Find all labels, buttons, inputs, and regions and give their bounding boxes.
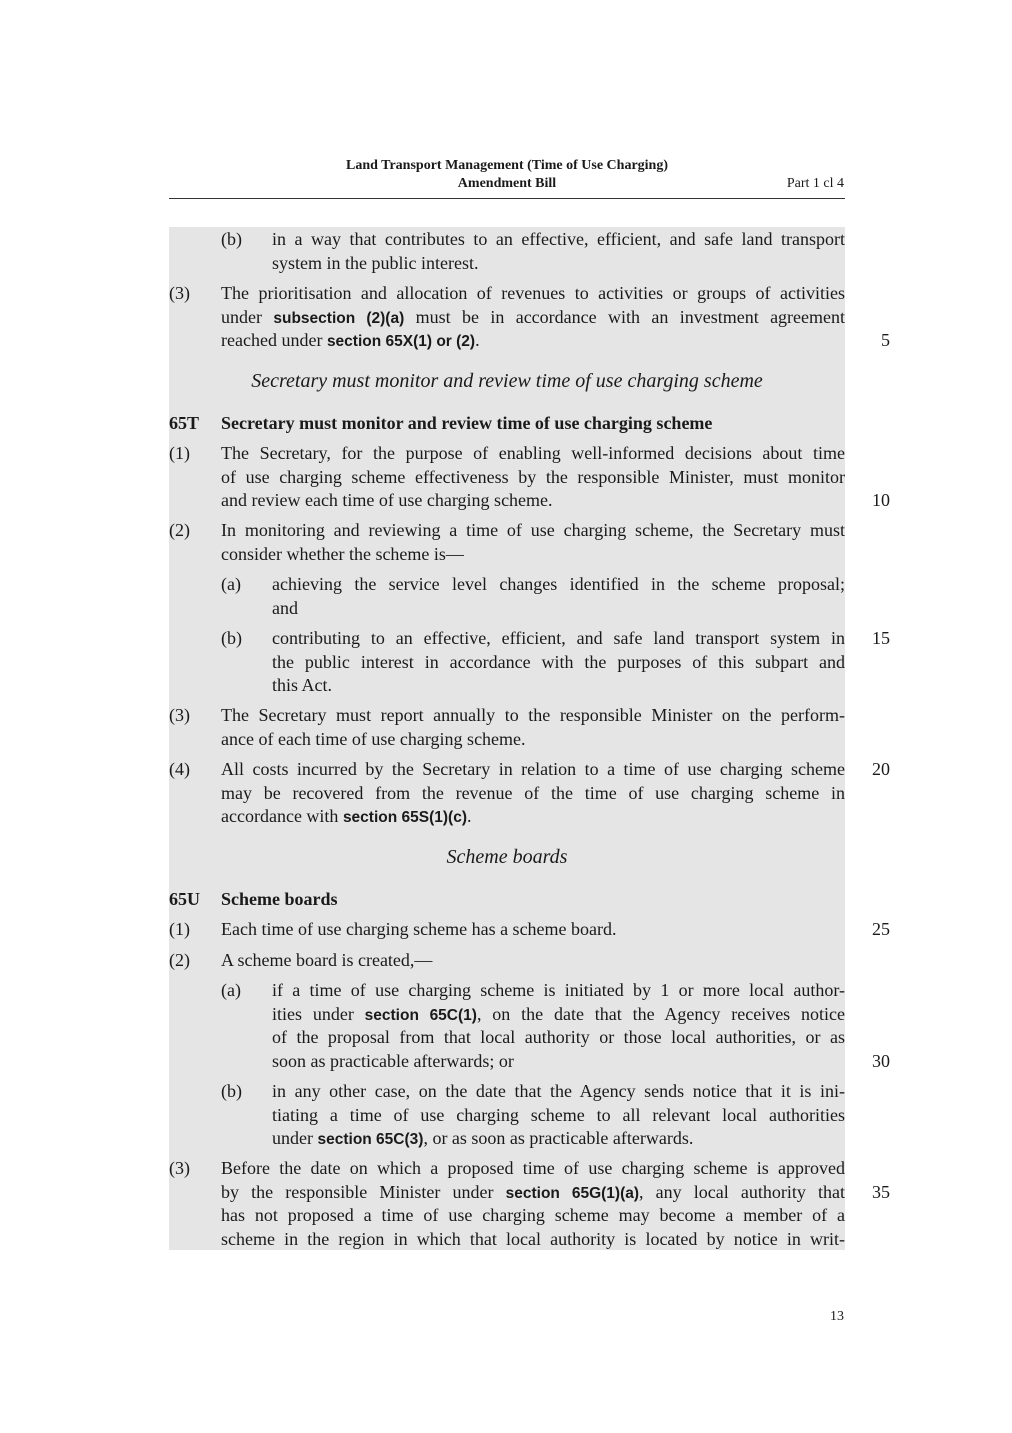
text-line: The Secretary must report annually to the responsible Minister on the perform-: [221, 705, 845, 725]
subsection-label: (3): [169, 1158, 190, 1178]
text-line: system in the public interest.: [272, 253, 479, 273]
margin-line-number: 5: [881, 330, 890, 350]
subsection-label: (2): [169, 520, 190, 540]
text-line: and review each time of use charging scheme.: [221, 490, 553, 510]
text-line: scheme in the region in which that local authority is located by notice in writ-: [221, 1229, 845, 1249]
text-line: consider whether the scheme is—: [221, 544, 464, 564]
italic-cross-heading: Scheme boards: [446, 846, 568, 868]
text-line: The Secretary, for the purpose of enabling well-informed decisions about time: [221, 443, 845, 463]
margin-line-number: 25: [872, 919, 890, 939]
subsection-label: (3): [169, 705, 190, 725]
text-line: the public interest in accordance with the purposes of this subpart and: [272, 652, 845, 672]
text-line: in any other case, on the date that the Agency sends notice that it is ini-: [272, 1081, 845, 1101]
text-line: contributing to an effective, efficient, and safe land transport system in: [272, 628, 845, 648]
subsection-label: (2): [169, 950, 190, 970]
margin-line-number: 10: [872, 490, 890, 510]
italic-cross-heading: Secretary must monitor and review time of use charging scheme: [251, 370, 763, 392]
margin-line-number: 15: [872, 628, 890, 648]
paragraph-label: (b): [221, 229, 242, 249]
cross-reference: section 65S(1)(c): [342, 809, 467, 826]
subsection-label: (3): [169, 283, 190, 303]
text-line: ance of each time of use charging scheme.: [221, 729, 526, 749]
section-title: Secretary must monitor and review time of use charging scheme: [221, 413, 713, 433]
text-line: of the proposal from that local authority or those local authorities, or as: [272, 1027, 845, 1047]
subsection-label: (4): [169, 759, 190, 779]
paragraph-label: (b): [221, 1081, 242, 1101]
text-line: Before the date on which a proposed time of use charging scheme is approved: [221, 1158, 845, 1178]
header-rule: [169, 198, 845, 199]
text-line: All costs incurred by the Secretary in relation to a time of use charging scheme: [221, 759, 845, 779]
text-line: tiating a time of use charging scheme to all relevant local authorities: [272, 1105, 845, 1125]
cross-reference: section 65C(1): [364, 1007, 477, 1024]
subsection-label: (1): [169, 919, 190, 939]
cross-reference: subsection (2)(a): [273, 310, 405, 327]
text-line: ities under section 65C(1), on the date that the Agency receives notice: [272, 1004, 846, 1024]
margin-line-number: 35: [872, 1182, 890, 1202]
text-line: has not proposed a time of use charging scheme may become a member of a: [221, 1205, 845, 1225]
text-line: accordance with section 65S(1)(c).: [221, 806, 472, 826]
text-line: In monitoring and reviewing a time of use charging scheme, the Secretary must: [221, 520, 845, 540]
page-number: 13: [830, 1309, 844, 1324]
text-line: The prioritisation and allocation of revenues to activities or groups of activities: [221, 283, 845, 303]
section-number: 65T: [169, 413, 200, 433]
text-line: and: [272, 598, 298, 618]
text-line: of use charging scheme effectiveness by the responsible Minister, must monitor: [221, 467, 845, 487]
margin-line-number: 30: [872, 1051, 890, 1071]
paragraph-label: (b): [221, 628, 242, 648]
text-line: soon as practicable afterwards; or: [272, 1051, 514, 1071]
cross-reference: section 65C(3): [317, 1131, 424, 1148]
section-number: 65U: [169, 889, 200, 909]
subsection-label: (1): [169, 443, 190, 463]
text-line: under section 65C(3), or as soon as practicable afterwards.: [272, 1128, 694, 1148]
paragraph-label: (a): [221, 574, 241, 594]
text-line: this Act.: [272, 675, 333, 695]
cross-reference: section 65G(1)(a): [505, 1185, 640, 1202]
running-header-title-line-1: Land Transport Management (Time of Use Charging): [346, 158, 668, 173]
text-line: by the responsible Minister under section 65G(1)(a), any local authority that: [221, 1182, 845, 1202]
text-line: reached under section 65X(1) or (2).: [221, 330, 480, 350]
paragraph-label: (a): [221, 980, 241, 1000]
text-line: achieving the service level changes identified in the scheme proposal;: [272, 574, 845, 594]
text-line: in a way that contributes to an effective, efficient, and safe land transport: [272, 229, 845, 249]
text-line: Each time of use charging scheme has a scheme board.: [221, 919, 617, 939]
running-header-title-line-2: Amendment Bill: [457, 176, 557, 191]
text-line: A scheme board is created,—: [221, 950, 433, 970]
text-line: if a time of use charging scheme is initiated by 1 or more local author-: [272, 980, 845, 1000]
margin-line-number: 20: [872, 759, 890, 779]
cross-reference: section 65X(1) or (2): [326, 333, 476, 350]
text-line: may be recovered from the revenue of the time of use charging scheme in: [221, 783, 845, 803]
running-header-part-reference: Part 1 cl 4: [786, 176, 844, 191]
text-line: under subsection (2)(a) must be in accordance with an investment agreement: [221, 307, 846, 327]
section-title: Scheme boards: [221, 889, 338, 909]
